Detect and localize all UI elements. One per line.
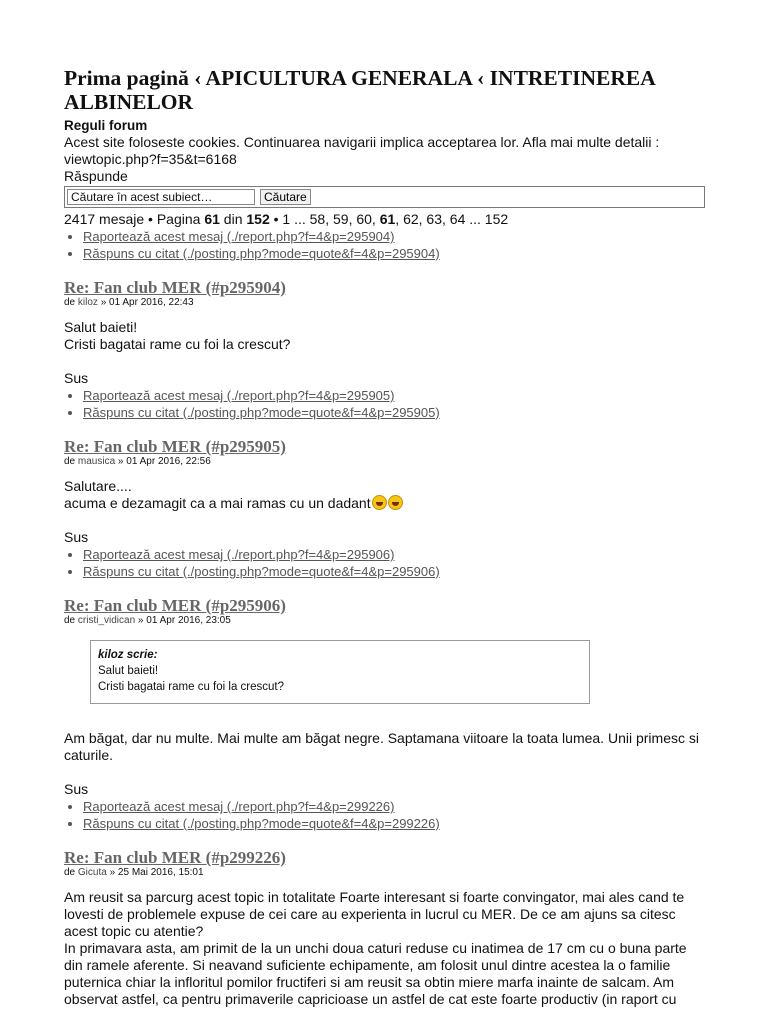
post-line: acuma e dezamagit ca a mai ramas cu un dadant <box>64 495 371 511</box>
quote-block <box>90 640 590 704</box>
post <box>64 848 704 1008</box>
search-button[interactable]: Căutare <box>260 189 311 205</box>
report-post-link[interactable]: Raportează acest mesaj (./report.php?f=4&p=295904) <box>83 229 395 244</box>
pagination-current: 61 <box>204 211 220 227</box>
pagination-prefix: 2417 mesaje • Pagina <box>64 211 205 227</box>
quote-reply-link[interactable]: Răspuns cu citat (./posting.php?mode=quote&f=4&p=295905) <box>83 405 440 420</box>
post <box>64 437 704 580</box>
laughing-emoji-icon <box>372 495 387 510</box>
post-actions <box>64 228 704 262</box>
post <box>64 596 704 832</box>
quote-line: Cristi bagatai rame cu foi la crescut? <box>98 681 284 693</box>
meta-by: de <box>64 297 78 308</box>
meta-by: de <box>64 456 78 467</box>
pagination-page-current: 61 <box>379 211 396 227</box>
report-post-link[interactable]: Raportează acest mesaj (./report.php?f=4&p=295906) <box>83 547 395 562</box>
post-paragraph: In primavara asta, am primit de la un unchi doua caturi reduse cu inatimea de 17 cm cu o buna parte din ramele aferente. Si neavand suficiente echipamente, am folosit unul dintre acestea la o familie puternica chiar la infloritul pomilor fructiferi si am reusit sa obtin miere marfa inainte de salcam. Am observat astfel, ca pentru primaverile capricioase un astfel de cat este foarte productiv (in raport cu <box>64 940 687 1007</box>
pagination-pages-after[interactable]: , 62, 63, 64 ... 152 <box>395 211 509 227</box>
post-title <box>64 437 704 456</box>
post-line-with-emoji <box>64 495 704 512</box>
post-content <box>64 478 704 512</box>
post <box>64 278 704 421</box>
forum-rules-link[interactable]: Reguli forum <box>64 118 148 133</box>
post-title <box>64 596 704 615</box>
meta-by: de <box>64 615 78 626</box>
action-item <box>83 228 704 245</box>
post-meta <box>64 297 704 309</box>
post-author[interactable]: cristi_vidican <box>77 615 136 626</box>
report-post-link[interactable]: Raportează acest mesaj (./report.php?f=4&p=299226) <box>83 799 395 814</box>
back-to-top-link[interactable]: Sus <box>64 781 89 797</box>
post-meta <box>64 615 704 627</box>
topic-search-form <box>64 186 705 208</box>
quote-reply-link[interactable]: Răspuns cu citat (./posting.php?mode=quote&f=4&p=299226) <box>83 816 440 831</box>
post-content: Am băgat, dar nu multe. Mai multe am băgat negre. Saptamana viitoare la toata lumea. Unii primesc si caturile. <box>64 730 699 763</box>
back-to-top-link[interactable]: Sus <box>64 370 89 386</box>
post-date: » 01 Apr 2016, 22:43 <box>97 297 194 308</box>
post-meta <box>64 867 704 879</box>
post-content <box>64 319 704 353</box>
post-date: » 01 Apr 2016, 22:56 <box>115 456 211 467</box>
post-title-link[interactable]: Re: Fan club MER (#p299226) <box>64 848 286 867</box>
post-author[interactable]: kiloz <box>77 297 98 308</box>
laughing-emoji-icon <box>388 495 403 510</box>
pagination-of: din <box>219 211 247 227</box>
meta-by: de <box>64 867 78 878</box>
pagination-pages-before[interactable]: • 1 ... 58, 59, 60, <box>269 211 380 227</box>
post-paragraph: Am reusit sa parcurg acest topic in totalitate Foarte interesant si foarte convingator, mai ales cand te lovesti de problemele expuse de cei care au experienta in lucrul cu MER. De ce am ajuns sa citesc acest topic cu atentie? <box>64 889 685 939</box>
action-item <box>83 563 704 580</box>
post-line: Salutare.... <box>64 478 132 494</box>
pagination <box>64 211 704 228</box>
quote-reply-link[interactable]: Răspuns cu citat (./posting.php?mode=quote&f=4&p=295904) <box>83 246 440 261</box>
page-title: Prima pagină ‹ APICULTURA GENERALA ‹ INTRETINEREA ALBINELOR <box>64 66 655 114</box>
action-item <box>83 798 704 815</box>
post-meta <box>64 456 704 468</box>
post-author[interactable]: mausica <box>77 456 116 467</box>
quote-author: kiloz scrie: <box>98 649 158 661</box>
post-title-link[interactable]: Re: Fan club MER (#p295906) <box>64 596 286 615</box>
action-item <box>83 815 704 832</box>
post-date: » 01 Apr 2016, 23:05 <box>135 615 231 626</box>
reply-link[interactable]: Răspunde <box>64 168 128 184</box>
post-content <box>64 889 704 1008</box>
post-actions <box>64 798 704 832</box>
back-to-top-link[interactable]: Sus <box>64 529 89 545</box>
post-actions <box>64 387 704 421</box>
post-title <box>64 278 704 297</box>
post-title-link[interactable]: Re: Fan club MER (#p295905) <box>64 437 286 456</box>
action-item <box>83 404 704 421</box>
report-post-link[interactable]: Raportează acest mesaj (./report.php?f=4&p=295905) <box>83 388 395 403</box>
post-line: Salut baieti! <box>64 319 138 335</box>
action-item <box>83 387 704 404</box>
cookie-notice: Acest site foloseste cookies. Continuarea navigarii implica acceptarea lor. Afla mai multe detalii : viewtopic.php?f=35&t=6168 <box>64 134 660 167</box>
post-author[interactable]: Gicuta <box>77 867 107 878</box>
quote-reply-link[interactable]: Răspuns cu citat (./posting.php?mode=quote&f=4&p=295906) <box>83 564 440 579</box>
post-line: Cristi bagatai rame cu foi la crescut? <box>64 336 291 352</box>
post-date: » 25 Mai 2016, 15:01 <box>106 867 204 878</box>
post-title <box>64 848 704 867</box>
post-title-link[interactable]: Re: Fan club MER (#p295904) <box>64 278 286 297</box>
action-item <box>83 546 704 563</box>
search-input[interactable] <box>67 189 255 205</box>
pagination-total: 152 <box>246 211 270 227</box>
action-item <box>83 245 704 262</box>
quote-line: Salut baieti! <box>98 665 159 677</box>
post-actions <box>64 546 704 580</box>
